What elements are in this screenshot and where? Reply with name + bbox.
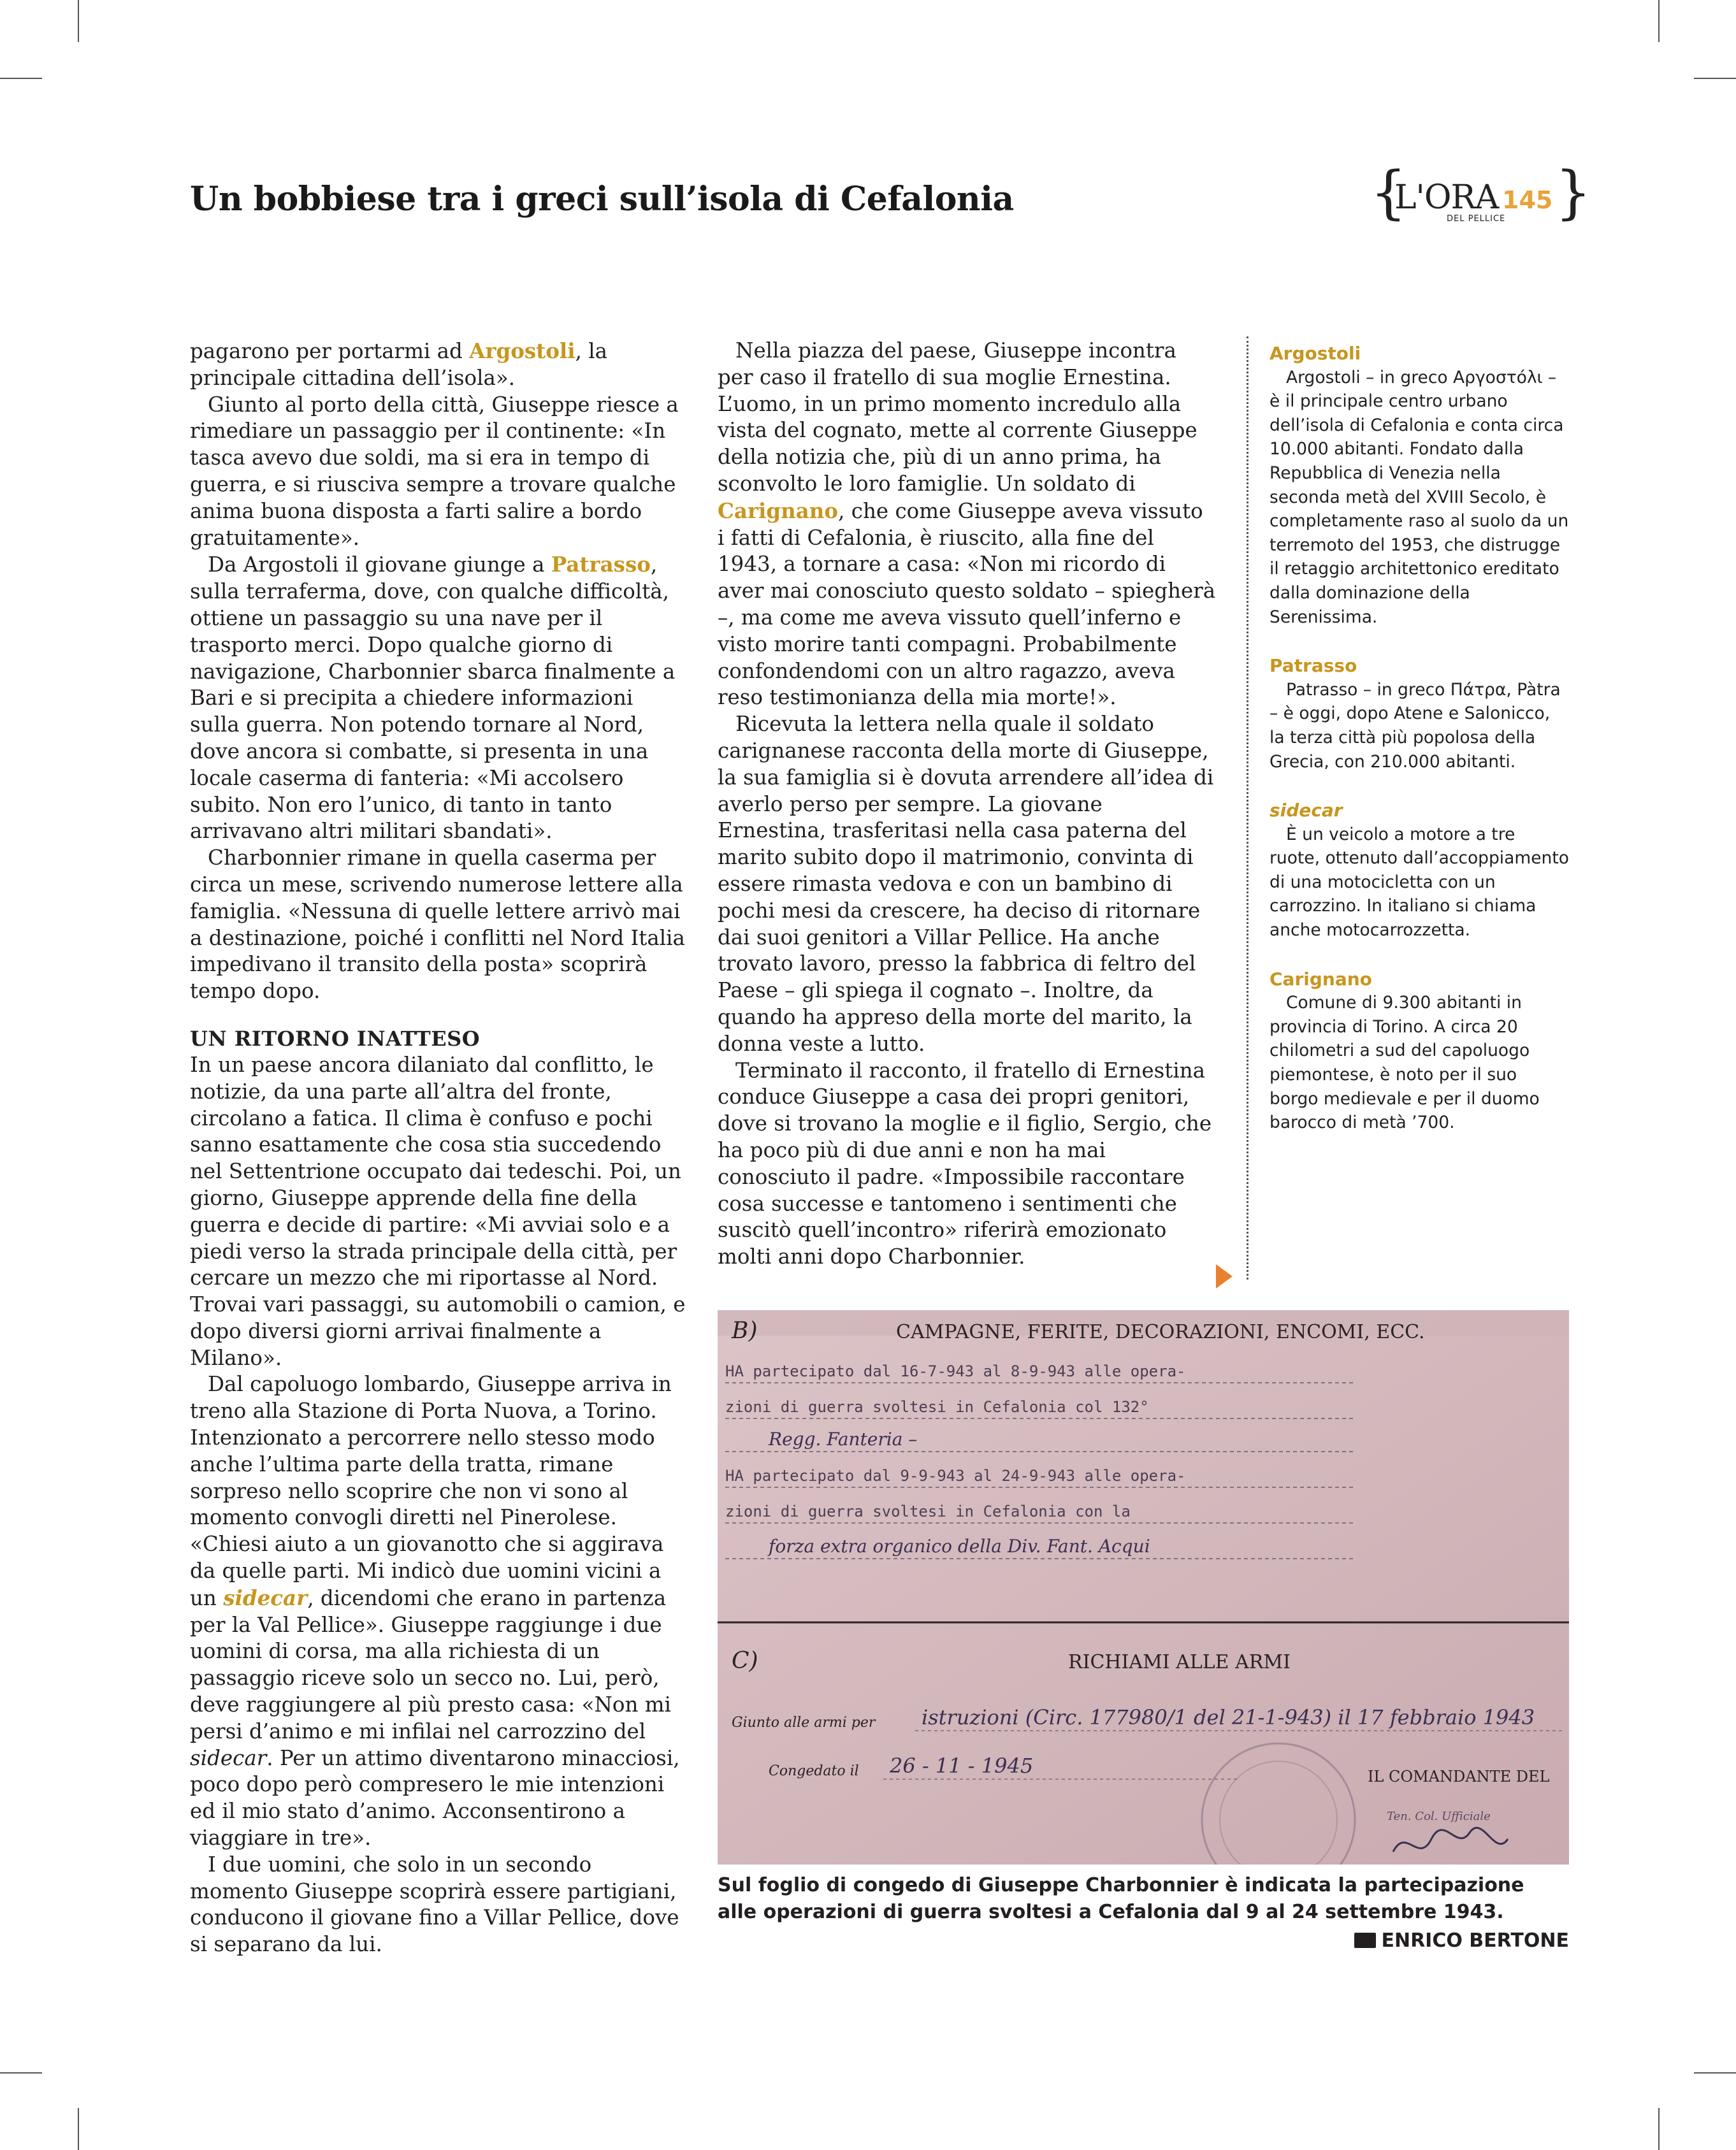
page-number: 145 xyxy=(1502,186,1553,214)
column-divider xyxy=(1247,336,1248,1280)
glossary-definition: Comune di 9.300 abitanti in provincia di Torino. A circa 20 chilometri a sud del capoluogo piemontese, è noto per il suo borgo medievale e per il duomo barocco di metà ’700. xyxy=(1269,993,1540,1133)
paragraph: pagarono per portarmi ad Argostoli, la principale cittadina dell’isola». xyxy=(190,338,607,390)
glossary-term: Carignano xyxy=(1269,968,1372,990)
doc-congedato-value: 26 - 11 - 1945 xyxy=(890,1754,1034,1778)
crop-mark xyxy=(0,78,42,79)
glossary-definition: Patrasso – in greco Πάτρα, Pàtra – è oggi, dopo Atene e Salonicco, la terza città più popolosa della Grecia, con 210.000 abitanti. xyxy=(1269,679,1561,772)
paragraph: Nella piazza del paese, Giuseppe incontra per caso il fratello di sua moglie Ernestina. L’uomo, in un primo momento incredulo alla vista del cognato, mette al corrente Giuseppe della notizia che, più di un anno prima, ha sconvolto le loro famiglie. Un soldato di Carignano, che come Giuseppe aveva vissuto i fatti di Cefalonia, è riuscito, alla fine del 1943, a tornare a casa: «Non mi ricordo di aver mai conosciuto questo soldato – spiegherà –, ma come me aveva vissuto quell’inferno e visto morire tanti compagni. Probabilmente confondendomi con un altro ragazzo, aveva reso testimonianza della mia morte!». xyxy=(718,338,1216,710)
doc-line: zioni di guerra svoltesi in Cefalonia con la xyxy=(725,1503,1131,1520)
paragraph: Dal capoluogo lombardo, Giuseppe arriva in treno alla Stazione di Porta Nuova, a Torino. Intenzionato a percorrere nello stesso modo anche l’ultima parte della tratta, rimane sorpreso nello scoprire che non vi sono al momento convogli diretti nel Pinerolese. «Chiesi aiuto a un giovanotto che si aggirava da quelle parti. Mi indicò due uomini vicini a un sidecar, dicendomi che erano in partenza per la Val Pellice». Giuseppe raggiunge i due uomini di corsa, ma alla richiesta di un passaggio riceve solo un secco no. Lui, però, deve raggiungere al più presto casa: «Non mi persi d’animo e mi infilai nel carrozzino del sidecar. Per un attimo diventarono minacciosi, poco dopo però compresero le mie intenzioni ed il mio stato d’animo. Acconsentirono a viaggiare in tre». xyxy=(190,1372,680,1851)
continue-arrow-icon xyxy=(1216,1264,1233,1288)
doc-giunto-value: istruzioni (Circ. 177980/1 del 21-1-943) il 17 febbraio 1943 xyxy=(922,1705,1535,1729)
doc-line: Regg. Fanteria – xyxy=(769,1429,918,1450)
photo-credit: ENRICO BERTONE xyxy=(1354,1930,1569,1952)
keyword-patrasso: Patrasso xyxy=(551,552,651,577)
paragraph: Charbonnier rimane in quella caserma per circa un mese, scrivendo numerose lettere alla famiglia. «Nessuna di quelle lettere arrivò mai a destinazione, poiché i conflitti nel Nord Italia impedivano il transito della posta» scoprirà tempo dopo. xyxy=(190,846,685,1004)
paragraph: Da Argostoli il giovane giunge a Patrasso, sulla terraferma, dove, con qualche difficoltà, ottiene un passaggio su una nave per il trasporto merci. Dopo qualche giorno di navigazione, Charbonnier sbarca finalmente a Bari e si precipita a chiedere informazioni sulla guerra. Non potendo tornare al Nord, dove ancora si combatte, si presenta in una locale caserma di fanteria: «Mi accolsero subito. Non ero l’unico, di tanto in tanto arrivavano altri militari sbandati». xyxy=(190,552,676,844)
crop-mark xyxy=(1658,0,1660,42)
crop-mark xyxy=(1694,2072,1736,2074)
glossary-term: Argostoli xyxy=(1269,343,1361,364)
doc-line: forza extra organico della Div. Fant. Acqui xyxy=(769,1536,1150,1557)
logo-subtitle: DEL PELLICE xyxy=(1447,214,1506,224)
glossary-term: Patrasso xyxy=(1269,655,1357,677)
keyword-sidecar: sidecar xyxy=(223,1585,308,1610)
doc-line: zioni di guerra svoltesi in Cefalonia col 132° xyxy=(725,1398,1149,1416)
doc-giunto-label: Giunto alle armi per xyxy=(732,1715,876,1731)
keyword-argostoli: Argostoli xyxy=(469,338,575,363)
article-column-2 xyxy=(718,338,1216,1271)
magazine-logo xyxy=(1370,159,1592,231)
discharge-document-photo xyxy=(718,1310,1569,1865)
doc-section-c-title: RICHIAMI ALLE ARMI xyxy=(1068,1651,1291,1673)
crop-mark xyxy=(1658,2108,1660,2150)
paragraph: Terminato il racconto, il fratello di Ernestina conduce Giuseppe a casa dei propri genitori, dove si trovano la moglie e il figlio, Sergio, che ha poco più di due anni e non ha mai conosciuto il padre. «Impossibile raccontare cosa successe e tantomeno i sentimenti che suscitò quell’incontro» riferirà emozionato molti anni dopo Charbonnier. xyxy=(718,1058,1212,1269)
glossary-term: sidecar xyxy=(1269,800,1343,821)
glossary-entry xyxy=(1269,342,1569,629)
crop-mark xyxy=(78,0,79,42)
paragraph: Ricevuta la lettera nella quale il soldato carignanese racconta della morte di Giuseppe, la sua famiglia si è dovuta arrendere all’idea di averlo perso per sempre. La giovane Ernestina, trasferitasi nella casa paterna del marito subito dopo il matrimonio, convinta di essere rimasta vedova e con un bambino di pochi mesi da crescere, ha deciso di ritornare dai suoi genitori a Villar Pellice. Ha anche trovato lavoro, presso la fabbrica di feltro del Paese – gli spiega il cognato –. Inoltre, da quando ha appreso della morte del marito, la donna veste a lutto. xyxy=(718,712,1214,1056)
doc-signature-line: Ten. Col. Ufficiale xyxy=(1387,1810,1491,1823)
brace-left: { xyxy=(1370,159,1407,226)
running-title: Un bobbiese tra i greci sull’isola di Cefalonia xyxy=(190,180,1014,219)
folder-icon xyxy=(1354,1933,1376,1948)
doc-section-b-letter: B) xyxy=(732,1318,758,1344)
section-heading: UN RITORNO INATTESO xyxy=(190,1026,481,1051)
glossary-entry xyxy=(1269,798,1569,942)
paragraph: I due uomini, che solo in un secondo momento Giuseppe scoprirà essere partigiani, conducono il giovane fino a Villar Pellice, dove si separano da lui. xyxy=(190,1852,679,1957)
crop-mark xyxy=(78,2108,79,2150)
logo-word: L'ORA xyxy=(1394,178,1499,217)
doc-line: HA partecipato dal 9-9-943 al 24-9-943 alle opera- xyxy=(725,1467,1186,1485)
crop-mark xyxy=(1694,78,1736,79)
doc-congedato-label: Congedato il xyxy=(769,1763,859,1779)
glossary-sidebar xyxy=(1269,342,1569,1135)
glossary-definition: È un veicolo a motore a tre ruote, ottenuto dall’accoppiamento di una motocicletta con un carrozzino. In italiano si chiama anche motocarrozzetta. xyxy=(1269,824,1569,941)
brace-right: } xyxy=(1555,159,1592,226)
doc-comandante: IL COMANDANTE DEL xyxy=(1368,1768,1550,1786)
glossary-entry xyxy=(1269,967,1569,1135)
glossary-definition: Argostoli – in greco Αργοστόλι – è il principale centro urbano dell’isola di Cefalonia e conta circa 10.000 abitanti. Fondato dalla Repubblica di Venezia nella seconda metà del XVIII Secolo, è completamente raso al suolo da un terremoto del 1953, che distrugge il retaggio architettonico ereditato dalla dominazione della Serenissima. xyxy=(1269,367,1569,627)
document-image xyxy=(718,1310,1569,1865)
paragraph: Giunto al porto della città, Giuseppe riesce a rimediare un passaggio per il continente: «In tasca avevo due soldi, ma si era in tempo di guerra, e si riusciva sempre a trovare qualche anima buona disposta a farti salire a bordo gratuitamente». xyxy=(190,392,679,550)
glossary-entry xyxy=(1269,654,1569,774)
doc-line: HA partecipato dal 16-7-943 al 8-9-943 alle opera- xyxy=(725,1362,1186,1380)
doc-section-c-letter: C) xyxy=(732,1648,758,1674)
keyword-carignano: Carignano xyxy=(718,498,839,523)
photo-caption: Sul foglio di congedo di Giuseppe Charbonnier è indicata la partecipazione alle operazioni di guerra svoltesi a Cefalonia dal 9 al 24 settembre 1943. xyxy=(718,1874,1524,1923)
paragraph: In un paese ancora dilaniato dal conflitto, le notizie, da una parte all’altra del fronte, circolano a fatica. Il clima è confuso e pochi sanno esattamente che cosa stia succedendo nel Settentrione occupato dai tedeschi. Poi, un giorno, Giuseppe apprende della fine della guerra e decide di partire: «Mi avviai solo e a piedi verso la strada principale della città, per cercare un mezzo che mi riportasse al Nord. Trovai vari passaggi, su automobili o camion, e dopo diversi giorni arrivai finalmente a Milano». xyxy=(190,1052,686,1370)
doc-section-b-title: CAMPAGNE, FERITE, DECORAZIONI, ENCOMI, ECC. xyxy=(896,1321,1425,1343)
article-column-1 xyxy=(190,338,688,1958)
crop-mark xyxy=(0,2072,42,2074)
